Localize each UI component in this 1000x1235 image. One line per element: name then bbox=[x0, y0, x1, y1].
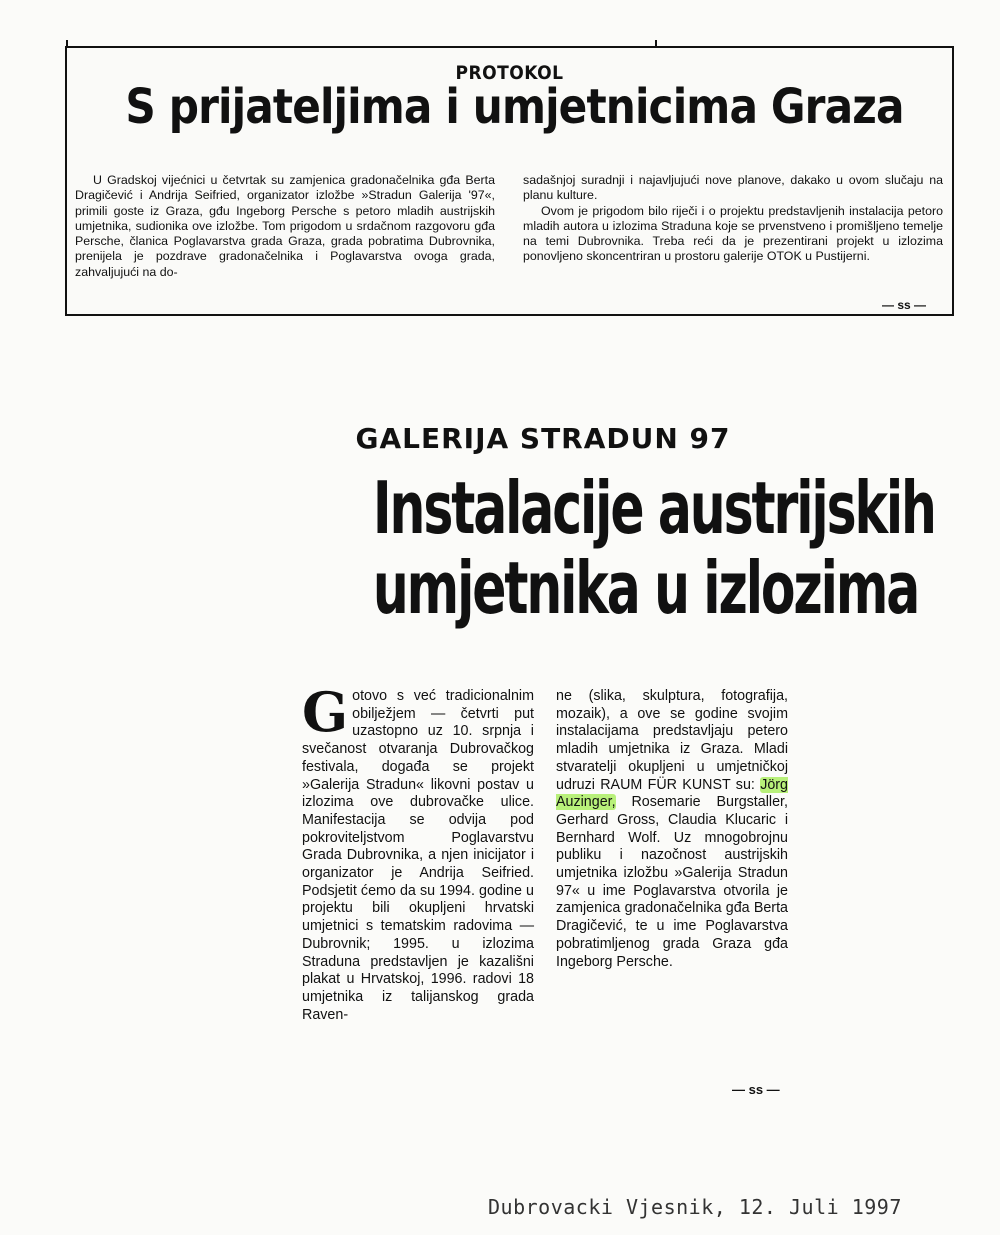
galerija-text: ne (slika, skulptura, fotografija, mozaik), a ove se godine svojim instalacijama predstavljaju petero mladih umjetnika iz Graza. Mladi stvaratelji okupljeni u umjetničkoj udruzi RAUM FÜR KUNST su: bbox=[556, 688, 788, 793]
protokol-paragraph: Ovom je prigodom bilo riječi i o projektu predstavljenih instalacija petoro mladih autora u izlozima Straduna koje se prvenstveno i promišljeno temelje na temi Dubrovnika. Treba reći da je prezentirani projekt u izlozima ponovljeno skoncentriran u prostoru galerije OTOK u Pustijerni. bbox=[523, 203, 943, 264]
galerija-kicker: GALERIJA STRADUN 97 bbox=[355, 422, 731, 455]
protokol-kicker: PROTOKOL bbox=[455, 62, 564, 84]
galerija-headline-line-1: Instalacije austrijskih bbox=[372, 466, 935, 550]
galerija-column-2 bbox=[556, 688, 788, 971]
source-caption: Dubrovacki Vjesnik, 12. Juli 1997 bbox=[488, 1195, 902, 1219]
galerija-column-1 bbox=[302, 680, 534, 1024]
galerija-headline bbox=[372, 466, 935, 630]
galerija-text: otovo s već tradicionalnim obilježjem — četvrti put uzastopno uz 10. srpnja i svečanost otvaranja Dubrovačkog festivala, događa se projekt »Galerija Stradun« likovni postav u izlozima ove dubrovačke ulice. Manifestacija se odvija pod pokroviteljstvom Poglavarstvu Grada Dubrovnika, a njen inicijator i organizator je Andrija Seifried. Podsjetit ćemo da su 1994. godine u projektu bili okupljeni hrvatski umjetnici s tematskim radovima — Dubrovnik; 1995. u izlozima Straduna predstavljen je kazališni plakat u Hrvatskoj, 1996. radovi 18 umjetnika iz talijanskog grada Raven- bbox=[302, 688, 534, 1023]
galerija-paragraph bbox=[302, 680, 534, 1024]
clipping-protokol bbox=[65, 46, 954, 316]
protokol-paragraph: U Gradskoj vijećnici u četvrtak su zamjenica gradonačelnika gđa Berta Dragičević i Andrija Seifried, organizator izložbe »Stradun Galerija '97«, primili goste iz Graza, gđu Ingeborg Persche s petoro mladih austrijskih umjetnika, sudionika ove izložbe. Tom prigodom u srdačnom razgovoru gđa Persche, članica Poglavarstva grada Graza, grada pobratima Dubrovnika, prenijela je pozdrave gradonačelnika i Poglavarstva ovoga grada, zahvaljujući na do- bbox=[75, 173, 495, 279]
protokol-signature: — ss — bbox=[881, 298, 926, 312]
highlighted-name: Jörg Auzinger, bbox=[556, 776, 788, 811]
protokol-paragraph: sadašnjoj suradnji i najavljujući nove planove, dakako u ovom slučaju na planu kulture. bbox=[523, 173, 943, 203]
protokol-column-1 bbox=[75, 173, 495, 280]
galerija-headline-line-2: umjetnika u izlozima bbox=[372, 546, 919, 630]
protokol-headline: S prijateljima i umjetnicima Graza bbox=[125, 79, 904, 135]
galerija-paragraph bbox=[556, 688, 788, 971]
drop-cap: G bbox=[302, 680, 349, 744]
galerija-signature: — ss — bbox=[732, 1082, 780, 1097]
galerija-text: Rosemarie Burgstaller, Gerhard Gross, Claudia Klucaric i Bernhard Wolf. Uz mnogobrojnu publiku i nazočnost austrijskih umjetnika izložbu »Galerija Stradun 97« u ime Poglavarstva otvorila je zamjenica gradonačelnika gđa Berta Dragičević, te u ime Poglavarstva pobratimljenog grada Graza gđa Ingeborg Persche. bbox=[556, 794, 788, 970]
protokol-column-2 bbox=[523, 173, 943, 265]
